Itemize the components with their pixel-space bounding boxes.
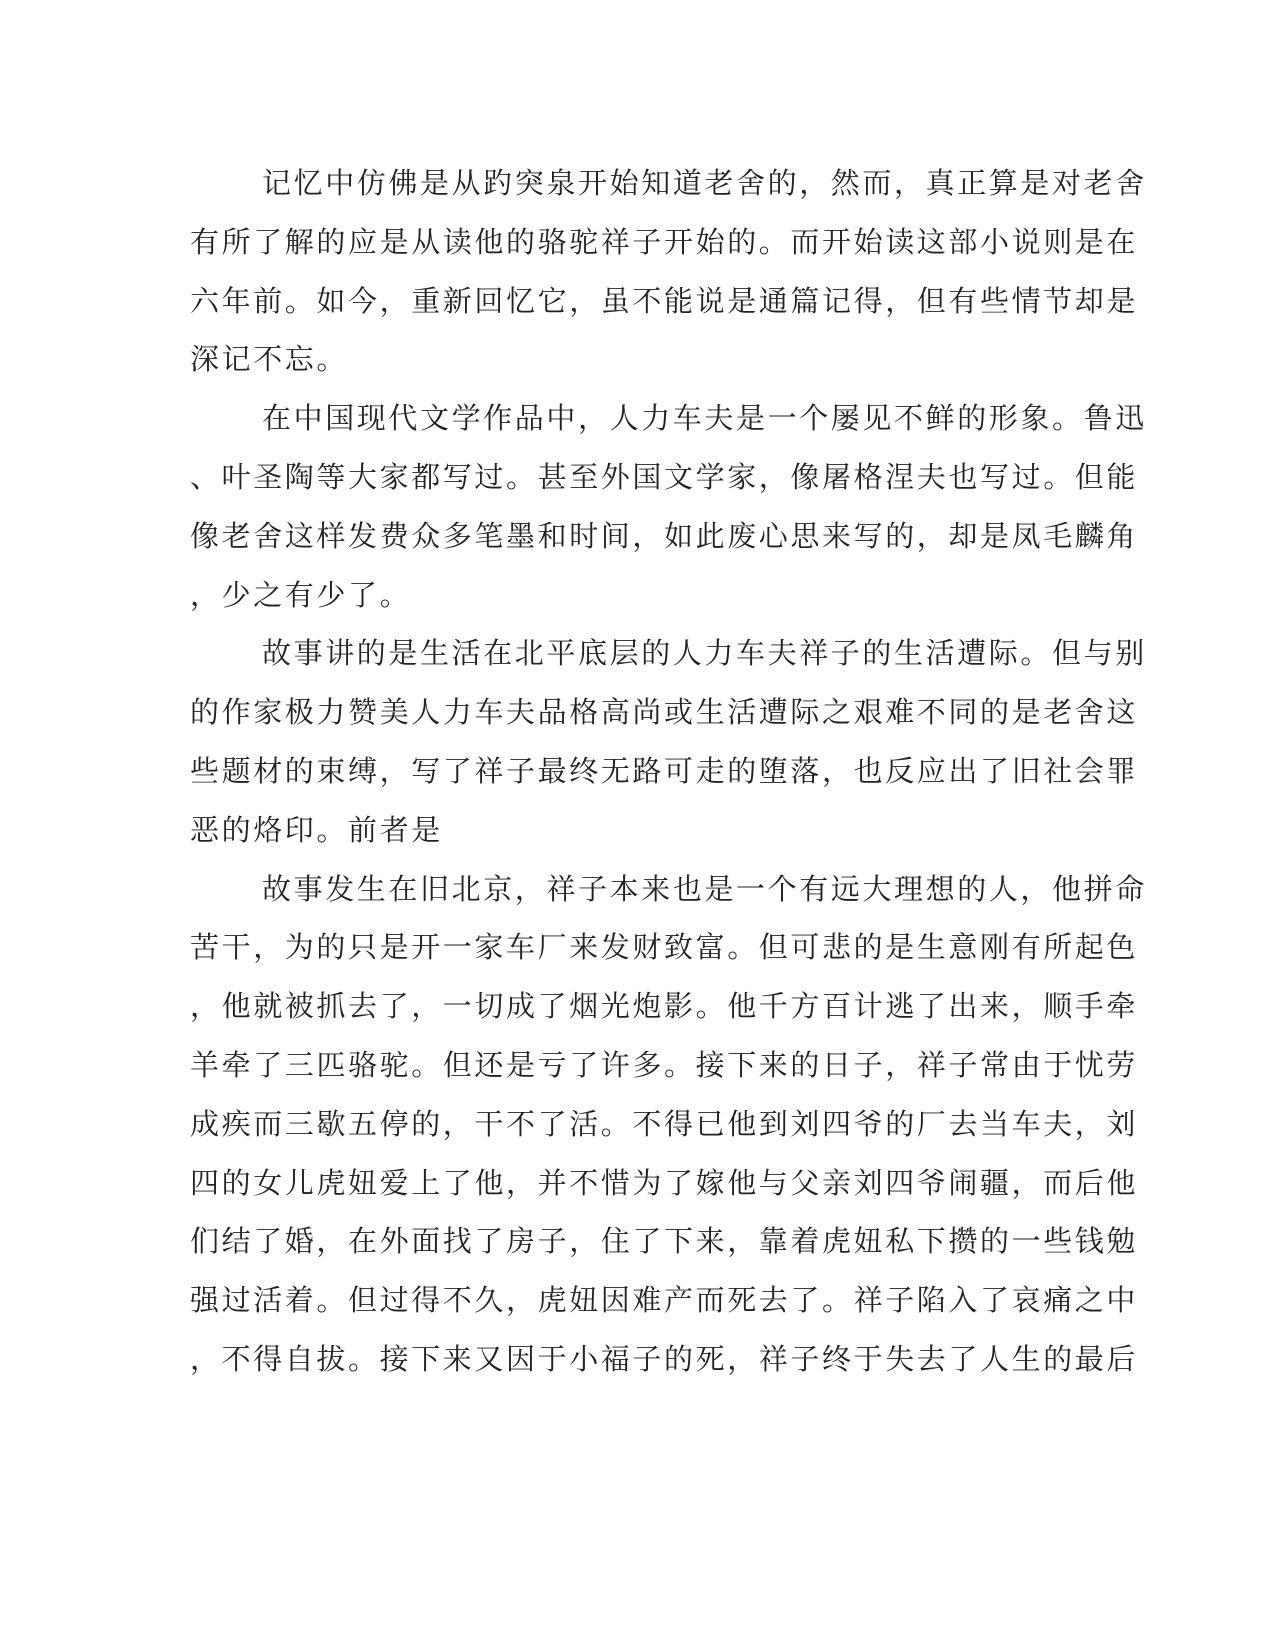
paragraph-line: 像老舍这样发费众多笔墨和时间，如此废心思来写的，却是凤毛麟角	[190, 519, 1139, 553]
paragraph-line: 强过活着。但过得不久，虎妞因难产而死去了。祥子陷入了哀痛之中	[190, 1283, 1139, 1317]
paragraph-line: 有所了解的应是从读他的骆驼祥子开始的。而开始读这部小说则是在	[190, 225, 1139, 259]
paragraph-first-line: 故事讲的是生活在北平底层的人力车夫祥子的生活遭际。但与别	[262, 636, 1147, 670]
paragraph-line: 四的女儿虎妞爱上了他，并不惜为了嫁他与父亲刘四爷闹疆，而后他	[190, 1166, 1139, 1200]
paragraph-line: ，他就被抓去了，一切成了烟光炮影。他千方百计逃了出来，顺手牵	[190, 989, 1139, 1023]
paragraph-line: 成疾而三歇五停的，干不了活。不得已他到刘四爷的厂去当车夫，刘	[190, 1107, 1139, 1141]
paragraph-line: 苦干，为的只是开一家车厂来发财致富。但可悲的是生意刚有所起色	[190, 930, 1139, 964]
paragraph-line: ，少之有少了。	[190, 578, 412, 612]
paragraph-line: ，不得自拔。接下来又因于小福子的死，祥子终于失去了人生的最后	[190, 1342, 1139, 1376]
paragraph-line: 深记不忘。	[190, 342, 349, 376]
paragraph-line: 些题材的束缚，写了祥子最终无路可走的堕落，也反应出了旧社会罪	[190, 754, 1139, 788]
paragraph-line: 六年前。如今，重新回忆它，虽不能说是通篇记得，但有些情节却是	[190, 284, 1139, 318]
paragraph-line: 的作家极力赞美人力车夫品格高尚或生活遭际之艰难不同的是老舍这	[190, 695, 1139, 729]
paragraph-first-line: 记忆中仿佛是从趵突泉开始知道老舍的，然而，真正算是对老舍	[262, 166, 1147, 200]
paragraph-line: 恶的烙印。前者是	[190, 813, 443, 847]
paragraph-first-line: 故事发生在旧北京，祥子本来也是一个有远大理想的人，他拼命	[262, 872, 1147, 906]
paragraph-first-line: 在中国现代文学作品中，人力车夫是一个屡见不鲜的形象。鲁迅	[262, 401, 1147, 435]
paragraph-line: 、叶圣陶等大家都写过。甚至外国文学家，像屠格涅夫也写过。但能	[190, 460, 1139, 494]
paragraph-line: 羊牵了三匹骆驼。但还是亏了许多。接下来的日子，祥子常由于忧劳	[190, 1048, 1139, 1082]
paragraph-line: 们结了婚，在外面找了房子，住了下来，靠着虎妞私下攒的一些钱勉	[190, 1224, 1139, 1258]
